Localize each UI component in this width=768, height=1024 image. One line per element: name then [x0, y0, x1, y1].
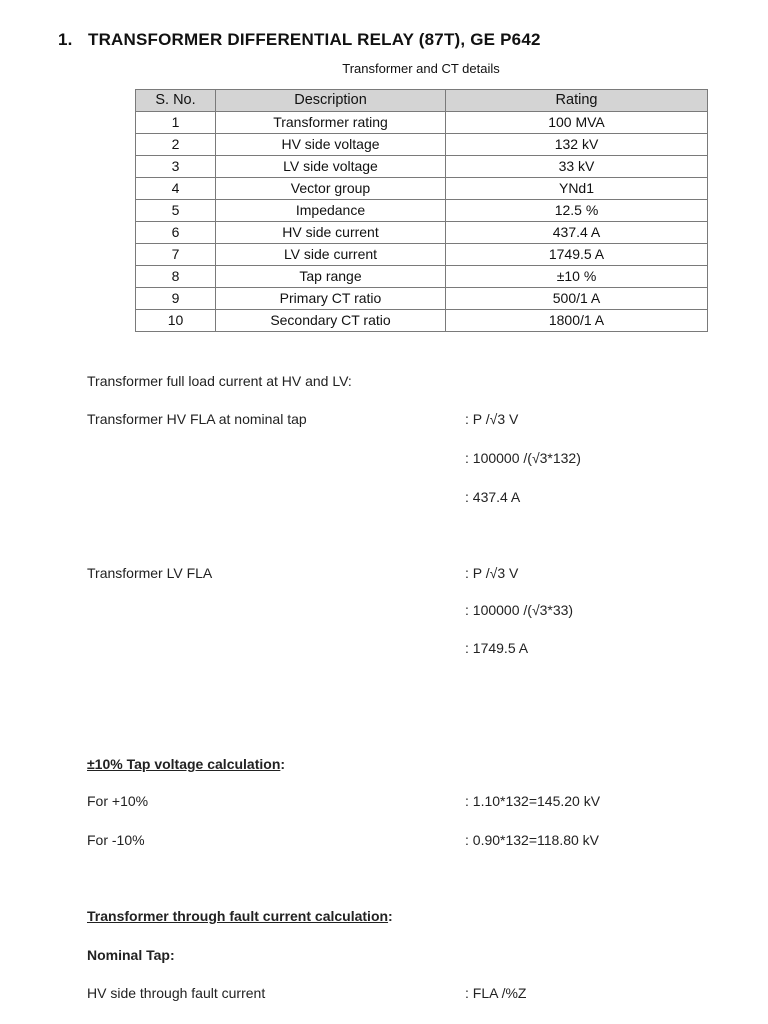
cell-sno: 2 — [136, 134, 216, 156]
table-row — [136, 178, 708, 200]
lv-fla-substitution: : 100000 /(√3*33) — [465, 602, 574, 618]
section-title: TRANSFORMER DIFFERENTIAL RELAY (87T), GE P642 — [88, 30, 541, 49]
lv-fla-formula: : P /√3 V — [465, 565, 519, 581]
cell-description: LV side current — [216, 244, 446, 266]
cell-rating: 1749.5 A — [446, 244, 708, 266]
hv-fla-substitution: : 100000 /(√3*132) — [465, 450, 581, 466]
hv-fla-formula: : P /√3 V — [465, 411, 519, 427]
cell-description: LV side voltage — [216, 156, 446, 178]
table-row — [136, 222, 708, 244]
nominal-tap-subheading: Nominal Tap: — [87, 947, 175, 963]
lv-fla-result: : 1749.5 A — [465, 640, 529, 656]
tap-voltage-heading — [87, 756, 285, 772]
table-row — [136, 266, 708, 288]
cell-sno: 5 — [136, 200, 216, 222]
tap-plus-value: : 1.10*132=145.20 kV — [465, 793, 601, 809]
cell-sno: 8 — [136, 266, 216, 288]
header-description: Description — [216, 90, 446, 112]
through-fault-heading — [87, 908, 393, 924]
header-rating: Rating — [446, 90, 708, 112]
tap-voltage-heading-text: ±10% Tap voltage calculation — [87, 756, 281, 772]
hv-fla-label: Transformer HV FLA at nominal tap — [87, 411, 307, 427]
table-row — [136, 288, 708, 310]
section-number: 1. — [58, 30, 73, 49]
cell-description: Vector group — [216, 178, 446, 200]
hv-fla-result: : 437.4 A — [465, 489, 521, 505]
cell-description: Transformer rating — [216, 112, 446, 134]
cell-sno: 4 — [136, 178, 216, 200]
cell-sno: 1 — [136, 112, 216, 134]
cell-rating: 33 kV — [446, 156, 708, 178]
cell-sno: 7 — [136, 244, 216, 266]
table-row — [136, 310, 708, 332]
cell-description: HV side voltage — [216, 134, 446, 156]
lv-fla-label: Transformer LV FLA — [87, 565, 213, 581]
table-header-row — [136, 90, 708, 112]
cell-description: Tap range — [216, 266, 446, 288]
hv-through-fault-value: : FLA /%Z — [465, 985, 527, 1001]
cell-description: HV side current — [216, 222, 446, 244]
hv-through-fault-label: HV side through fault current — [87, 985, 266, 1001]
tap-minus-value: : 0.90*132=118.80 kV — [465, 832, 600, 848]
tap-voltage-heading-colon: : — [280, 756, 286, 772]
cell-rating: 437.4 A — [446, 222, 708, 244]
cell-rating: YNd1 — [446, 178, 708, 200]
cell-sno: 6 — [136, 222, 216, 244]
table-row — [136, 200, 708, 222]
header-sno: S. No. — [136, 90, 216, 112]
cell-rating: 12.5 % — [446, 200, 708, 222]
transformer-ct-table — [135, 89, 708, 332]
cell-rating: 100 MVA — [446, 112, 708, 134]
cell-rating: 500/1 A — [446, 288, 708, 310]
table-row — [136, 134, 708, 156]
through-fault-heading-text: Transformer through fault current calculation — [87, 908, 389, 924]
cell-sno: 3 — [136, 156, 216, 178]
table-row — [136, 156, 708, 178]
cell-rating: 132 kV — [446, 134, 708, 156]
section-heading — [58, 30, 541, 50]
cell-description: Primary CT ratio — [216, 288, 446, 310]
tap-plus-label: For +10% — [87, 793, 149, 809]
cell-description: Secondary CT ratio — [216, 310, 446, 332]
cell-rating: ±10 % — [446, 266, 708, 288]
cell-description: Impedance — [216, 200, 446, 222]
table-row — [136, 112, 708, 134]
tap-minus-label: For -10% — [87, 832, 145, 848]
table-caption: Transformer and CT details — [342, 61, 500, 76]
cell-sno: 9 — [136, 288, 216, 310]
through-fault-heading-colon: : — [388, 908, 393, 924]
cell-sno: 10 — [136, 310, 216, 332]
cell-rating: 1800/1 A — [446, 310, 708, 332]
table-row — [136, 244, 708, 266]
fla-intro: Transformer full load current at HV and LV: — [87, 373, 352, 389]
